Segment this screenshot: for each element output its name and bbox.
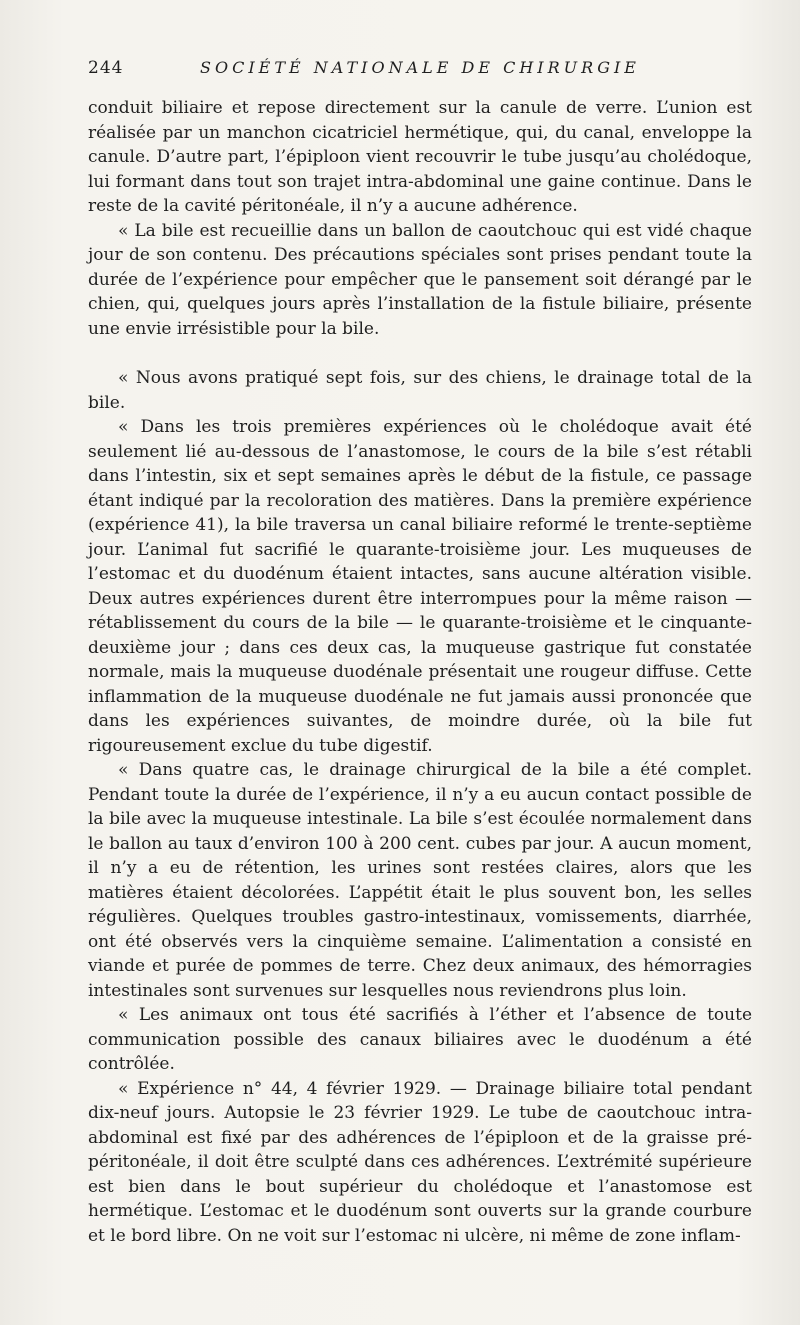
paragraph-experiment-44: « Expérience n° 44, 4 février 1929. — Drainage biliaire total pendant dix-neuf jours. Autopsie le 23 février 1929. Le tube de caoutchouc intra-abdominal est fixé par des adhérences de l’épiploon et de la graisse pré-péritonéale, il doit être sculpté dans ces adhérences. L’extrémité supérieure est bien dans le bout supérieur du cholédoque et l’anastomose est hermétique. L’estomac et le duodénum sont ouverts sur la grande courbure et le bord libre. On ne voit sur l’estomac ni ulcère, ni même de zone inflam- <box>88 1078 752 1246</box>
paragraph-four-cases: « Dans quatre cas, le drainage chirurgical de la bile a été complet. Pendant toute la durée de l’expérience, il n’y a eu aucun contact possible de la bile avec la muqueuse intestinale. La bile s’est écoulée normalement dans le ballon au taux d’environ 100 à 200 cent. cubes par jour. A aucun moment, il n’y a eu de rétention, les urines sont restées claires, alors que les matières étaient décolorées. L’appétit était le plus souvent bon, les selles régulières. Quelques troubles gastro-intestinaux, vomissements, diarrhée, ont été observés vers la cinquième semaine. L’alimentation a consisté en viande et purée de pommes de terre. Chez deux animaux, des hémorragies intestinales sont survenues sur lesquelles nous reviendrons plus loin. <box>88 760 752 1001</box>
body-text <box>88 96 752 1248</box>
paragraph-spacer <box>88 341 752 366</box>
paragraph-drainage-count: « Nous avons pratiqué sept fois, sur des chiens, le drainage total de la bile. <box>88 368 752 413</box>
paragraph-bile-collection: « La bile est recueillie dans un ballon de caoutchouc qui est vidé chaque jour de son contenu. Des précautions spéciales sont prises pendant toute la durée de l’expérience pour empêcher que le pansement soit dérangé par le chien, qui, quelques jours après l’installation de la fistule biliaire, présente une envie irrésistible pour la bile. <box>88 220 752 339</box>
page-number: 244 <box>88 58 124 78</box>
paragraph-three-experiments: « Dans les trois premières expériences où le cholédoque avait été seulement lié au-dessous de l’anastomose, le cours de la bile s’est rétabli dans l’intestin, six et sept semaines après le début de la fistule, ce passage étant indiqué par la recoloration des matières. Dans la première expérience (expérience 41), la bile traversa un canal biliaire reformé le trente-septième jour. L’animal fut sacrifié le quarante-troisième jour. Les muqueuses de l’estomac et du duodénum étaient intactes, sans aucune altération visible. Deux autres expériences durent être interrompues pour la même raison — rétablissement du cours de la bile — le quarante-troisième et le cinquante-deuxième jour ; dans ces deux cas, la muqueuse gastrique fut constatée normale, mais la muqueuse duodénale présentait une rougeur diffuse. Cette inflammation de la muqueuse duodénale ne fut jamais aussi prononcée que dans les expériences suivantes, de moindre durée, où la bile fut rigoureusement exclue du tube digestif. <box>88 417 752 756</box>
page-header <box>88 58 752 88</box>
paragraph-continuation: conduit biliaire et repose directement sur la canule de verre. L’union est réalisée par un manchon cicatriciel hermétique, qui, du canal, enveloppe la canule. D’autre part, l’épiploon vient recouvrir le tube jusqu’au cholédoque, lui formant dans tout son trajet intra-abdominal une gaine continue. Dans le reste de la cavité péritonéale, il n’y a aucune adhérence. <box>88 98 752 216</box>
running-title: SOCIÉTÉ NATIONALE DE CHIRURGIE <box>200 58 640 77</box>
paragraph-sacrifice: « Les animaux ont tous été sacrifiés à l’éther et l’absence de toute communication possible des canaux biliaires avec le duodénum a été contrôlée. <box>88 1005 752 1074</box>
